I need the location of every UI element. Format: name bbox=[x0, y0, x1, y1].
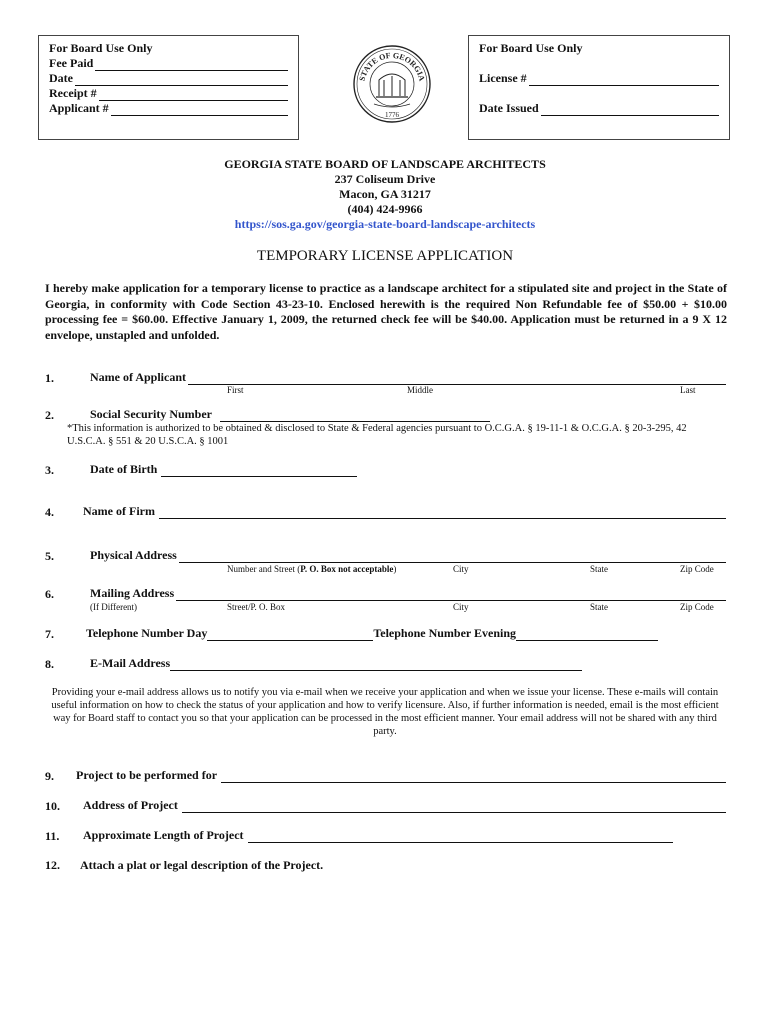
email-note: Providing your e-mail address allows us to notify you via e-mail when we receive your application and when we issue your license. These e-mails will contain useful information on how to check the status of your application and how to verify licensure. Also, if further information is needed, email is the most efficient way for Board staff to contact you so that your application can be processed in the most efficient manner. Your email address will not be shared with any third party. bbox=[51, 687, 719, 737]
mailing-address-label: Mailing Address bbox=[90, 586, 175, 600]
middle-caption: Middle bbox=[407, 385, 433, 395]
field-10-number: 10. bbox=[45, 799, 60, 813]
field-3-number: 3. bbox=[45, 463, 54, 477]
dob-label: Date of Birth bbox=[90, 462, 158, 476]
field-7-number: 7. bbox=[45, 627, 54, 641]
page-title: TEMPORARY LICENSE APPLICATION bbox=[256, 248, 514, 264]
phone-day-label: Telephone Number Day bbox=[86, 626, 208, 640]
board-phone: (404) 424-9966 bbox=[347, 202, 423, 216]
ssn-label: Social Security Number bbox=[90, 407, 212, 421]
date-label: Date bbox=[49, 71, 73, 85]
field-9-number: 9. bbox=[45, 769, 54, 783]
project-for-label: Project to be performed for bbox=[76, 768, 218, 782]
receipt-label: Receipt # bbox=[49, 86, 97, 100]
board-url-link[interactable]: https://sos.ga.gov/georgia-state-board-landscape-architects bbox=[234, 217, 536, 231]
project-length-label: Approximate Length of Project bbox=[83, 828, 244, 842]
board-use-box-right bbox=[468, 35, 730, 140]
date-issued-label: Date Issued bbox=[479, 101, 539, 115]
board-city: Macon, GA 31217 bbox=[339, 187, 431, 201]
mailing-address-field[interactable] bbox=[176, 589, 726, 601]
project-for-field[interactable] bbox=[221, 771, 726, 783]
board-use-title-right: For Board Use Only bbox=[479, 41, 583, 55]
applicant-number-label: Applicant # bbox=[49, 101, 109, 115]
board-use-title: For Board Use Only bbox=[49, 41, 153, 55]
state-caption: State bbox=[590, 564, 608, 574]
field-5-number: 5. bbox=[45, 549, 54, 563]
board-name: GEORGIA STATE BOARD OF LANDSCAPE ARCHITECTS bbox=[224, 157, 546, 171]
firm-name-field[interactable] bbox=[159, 507, 726, 519]
applicant-name-field[interactable] bbox=[188, 373, 726, 385]
dob-field[interactable] bbox=[161, 465, 357, 477]
field-6-number: 6. bbox=[45, 587, 54, 601]
field-1-number: 1. bbox=[45, 371, 54, 385]
physical-address-label: Physical Address bbox=[90, 548, 177, 562]
zip-caption: Zip Code bbox=[680, 564, 714, 574]
ssn-field[interactable] bbox=[220, 410, 490, 422]
georgia-seal-icon bbox=[352, 44, 432, 124]
state-caption-2: State bbox=[590, 602, 608, 612]
phone-evening-label: Telephone Number Evening bbox=[373, 626, 517, 640]
intro-paragraph: I hereby make application for a temporary license to practice as a landscape architect for a stipulated site and project in the State of Georgia, in conformity with Code Section 43-23-10. Enclosed herewith is the required Non Refundable fee of $50.00 + $10.00 processing fee = $60.00. Effective January 1, 2009, the returned check fee will be $40.00. Application must be returned in a 9 X 12 envelope, unstapled and unfolded. bbox=[45, 281, 727, 342]
applicant-name-label: Name of Applicant bbox=[90, 370, 186, 384]
zip-caption-2: Zip Code bbox=[680, 602, 714, 612]
city-caption-2: City bbox=[453, 602, 469, 612]
field-4-number: 4. bbox=[45, 505, 54, 519]
field-12-number: 12. bbox=[45, 858, 60, 872]
phone-evening-field[interactable] bbox=[516, 629, 658, 641]
date-issued-field[interactable] bbox=[541, 104, 719, 116]
if-different-caption: (If Different) bbox=[90, 602, 138, 612]
seal-text: STATE OF GEORGIA bbox=[357, 50, 427, 82]
street-po-caption: Street/P. O. Box bbox=[227, 602, 286, 612]
license-label: License # bbox=[479, 71, 527, 85]
physical-address-field[interactable] bbox=[179, 551, 726, 563]
ssn-note: *This information is authorized to be obtained & disclosed to State & Federal agencies pursuant to O.C.G.A. § 19-11-1 & O.C.G.A. § 20-3-295, 42 U.S.C.A. § 551 & 20 U.S.C.A. § 1001 bbox=[67, 423, 687, 447]
project-address-label: Address of Project bbox=[83, 798, 178, 812]
city-caption: City bbox=[453, 564, 469, 574]
firm-name-label: Name of Firm bbox=[83, 504, 155, 518]
last-caption: Last bbox=[680, 385, 696, 395]
field-8-number: 8. bbox=[45, 657, 54, 671]
license-field[interactable] bbox=[529, 74, 719, 86]
field-11-number: 11. bbox=[45, 829, 60, 843]
street-caption: Number and Street (P. O. Box not acceptable) bbox=[227, 564, 397, 574]
project-length-field[interactable] bbox=[248, 831, 673, 843]
date-field[interactable] bbox=[75, 74, 288, 86]
applicant-number-field[interactable] bbox=[111, 104, 288, 116]
field-2-number: 2. bbox=[45, 408, 54, 422]
phone-day-field[interactable] bbox=[207, 629, 373, 641]
seal-year: 1776 bbox=[385, 111, 399, 119]
receipt-field[interactable] bbox=[99, 89, 288, 101]
email-field[interactable] bbox=[170, 659, 582, 671]
board-address bbox=[0, 157, 770, 232]
email-label: E-Mail Address bbox=[90, 656, 171, 670]
first-caption: First bbox=[227, 385, 244, 395]
fee-paid-field[interactable] bbox=[95, 59, 288, 71]
project-address-field[interactable] bbox=[182, 801, 726, 813]
attach-plat-label: Attach a plat or legal description of the Project. bbox=[80, 858, 324, 872]
board-use-box-left bbox=[38, 35, 299, 140]
board-street: 237 Coliseum Drive bbox=[334, 172, 436, 186]
fee-paid-label: Fee Paid bbox=[49, 56, 94, 70]
